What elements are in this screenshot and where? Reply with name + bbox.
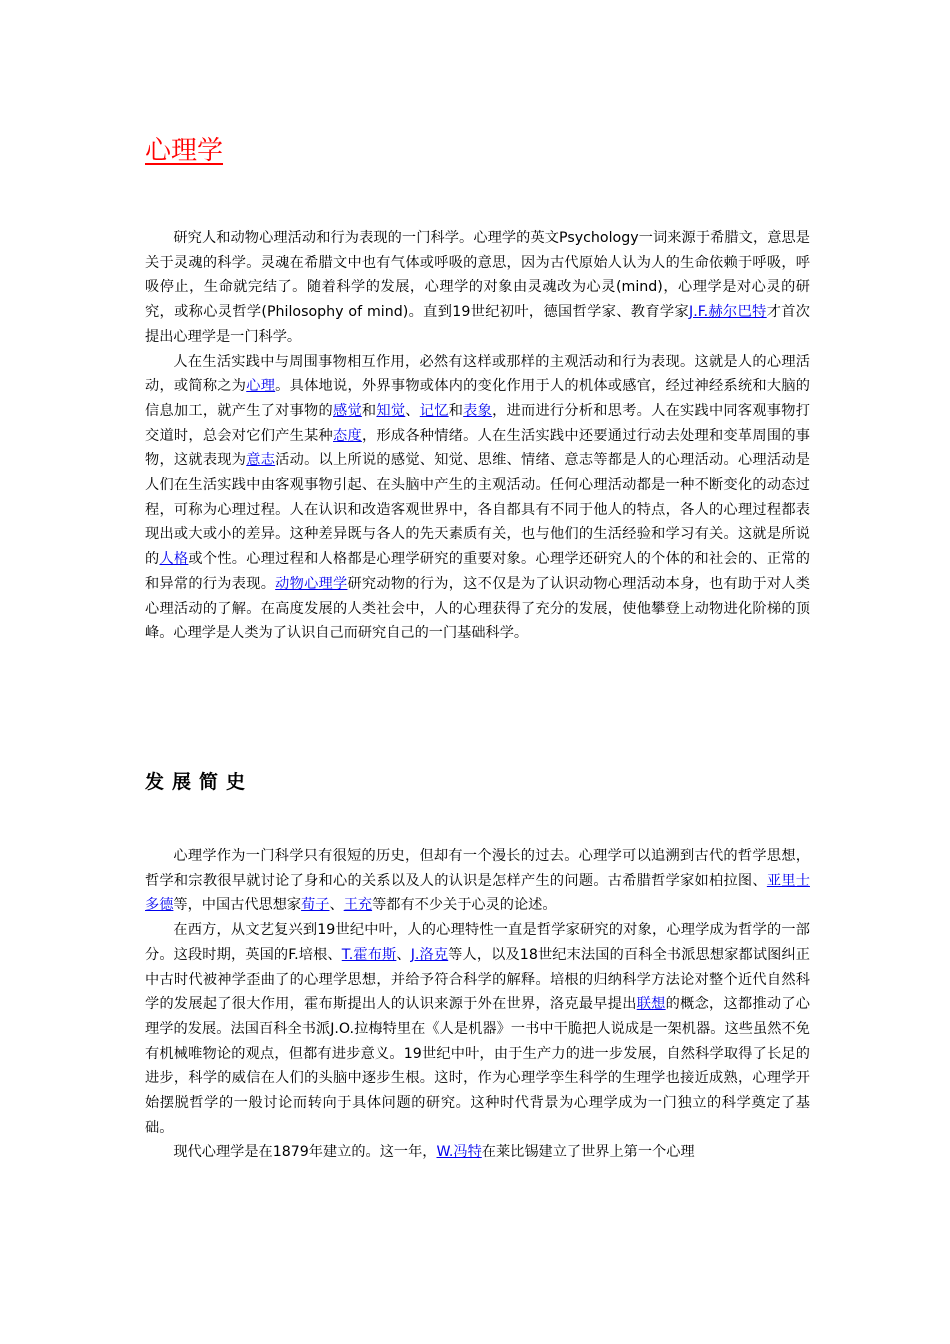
- body-text: 人在生活实践中与周围事物相互作用，必然有这样或那样的主观活动和行为表现。这就是人的心理活动，或简称之为: [145, 353, 810, 395]
- body-text: 研究人和动物心理活动和行为表现的一门科学。心理学的英文Psychology一词来源于希腊文，意思是关于灵魂的科学。灵魂在希腊文中也有气体或呼吸的意思，因为古代原始人认为人的生命依赖于呼吸，呼吸停止，生命就完结了。随着科学的发展，心理学的对象由灵魂改为心灵(mind)，心理学是对心灵的研究，或称心灵哲学(Philosophy of mind)。直到19世纪初叶，德国哲学家、教育学家: [145, 230, 810, 321]
- link-ganjue[interactable]: 感觉: [332, 402, 362, 419]
- body-text: 在莱比锡建立了世界上第一个心理: [481, 1144, 695, 1161]
- intro-paragraph-1: [145, 226, 810, 350]
- body-text: 心理学作为一门科学只有很短的历史，但却有一个漫长的过去。心理学可以追溯到古代的哲学思想，哲学和宗教很早就讨论了身和心的关系以及人的认识是怎样产生的问题。古希腊哲学家如柏拉图、: [145, 848, 810, 889]
- section-heading-history: 发展简史: [145, 771, 254, 793]
- history-paragraph-1: [145, 844, 810, 918]
- body-text: 才首次提出心理学是一门科学。: [145, 304, 810, 345]
- history-section: [145, 844, 810, 1165]
- body-text: 等，中国古代思想家: [173, 897, 302, 914]
- body-text: ，形成各种情绪。人在生活实践中还要通过行动去处理和变革周围的事物，这就表现为: [145, 427, 810, 469]
- body-text: 和: [448, 402, 464, 419]
- history-paragraph-2: [145, 918, 810, 1140]
- link-renge[interactable]: 人格: [159, 551, 189, 568]
- intro-section: [145, 226, 810, 646]
- body-text: 、: [396, 946, 411, 963]
- link-locke[interactable]: J.洛克: [410, 946, 449, 963]
- body-text: 。具体地说，外界事物或体内的变化作用于人的机体或感官，经过神经系统和大脑的信息加工，就产生了对事物的: [145, 378, 810, 419]
- link-wundt[interactable]: W.冯特: [436, 1144, 482, 1161]
- body-text: 等都有不少关于心灵的论述。: [372, 897, 557, 914]
- body-text: ，进而进行分析和思考。人在实践中同客观事物打交道时，总会对它们产生某种: [145, 402, 810, 444]
- link-lianxiang[interactable]: 联想: [636, 996, 666, 1013]
- link-herbart[interactable]: J.F.赫尔巴特: [689, 304, 767, 321]
- body-text: 等人，以及18世纪末法国的百科全书派思想家都试图纠正中古时代被神学歪曲了的心理学思想，并给予符合科学的解释。培根的归纳科学方法论对整个近代自然科学的发展起了很大作用，霍布斯提出人的认识来源于外在世界，洛克最早提出: [145, 946, 810, 1013]
- body-text: 、: [329, 897, 344, 914]
- link-zhijue[interactable]: 知觉: [376, 402, 406, 419]
- link-yizhi[interactable]: 意志: [246, 452, 276, 469]
- page-title-link[interactable]: 心理学: [145, 136, 224, 166]
- body-text: 研究动物的行为，这不仅是为了认识动物心理活动本身，也有助于对人类心理活动的了解。在高度发展的人类社会中，人的心理获得了充分的发展，使他攀登上动物进化阶梯的顶峰。心理学是人类为了认识自己而研究自己的一门基础科学。: [145, 575, 810, 642]
- link-hobbes[interactable]: T.霍布斯: [341, 946, 397, 963]
- body-text: 的概念，这都推动了心理学的发展。法国百科全书派J.O.拉梅特里在《人是机器》一书中干脆把人说成是一架机器。这些虽然不免有机械唯物论的观点，但都有进步意义。19世纪中叶，由于生产力的进一步发展，自然科学取得了长足的进步，科学的威信在人们的头脑中逐步生根。这时，作为心理学孪生科学的生理学也接近成熟，心理学开始摆脱哲学的一般讨论而转向于具体问题的研究。这种时代背景为心理学成为一门独立的科学奠定了基础。: [145, 996, 810, 1136]
- body-text: 、: [405, 402, 420, 419]
- link-jiyi[interactable]: 记忆: [419, 402, 449, 419]
- body-text: 或个性。心理过程和人格都是心理学研究的重要对象。心理学还研究人的个体的和社会的、正常的和异常的行为表现。: [145, 551, 810, 592]
- body-text: 现代心理学是在1879年建立的。这一年，: [173, 1144, 437, 1161]
- link-biaoxiang[interactable]: 表象: [463, 402, 493, 419]
- link-xinli[interactable]: 心理: [246, 378, 276, 395]
- link-aristotle[interactable]: 亚里士多德: [145, 872, 810, 914]
- intro-paragraph-2: [145, 350, 810, 646]
- body-text: 在西方，从文艺复兴到19世纪中叶，人的心理特性一直是哲学家研究的对象，心理学成为哲学的一部分。这段时期，英国的F.培根、: [145, 922, 810, 963]
- link-taidu[interactable]: 态度: [333, 427, 362, 444]
- link-dongwu-xinlixue[interactable]: 动物心理学: [275, 575, 348, 592]
- body-text: 活动。以上所说的感觉、知觉、思维、情绪、意志等都是人的心理活动。心理活动是人们在生活实践中由客观事物引起、在头脑中产生的主观活动。任何心理活动都是一种不断变化的动态过程，可称为心理过程。人在认识和改造客观世界中，各自都具有不同于他人的特点，各人的心理过程都表现出或大或小的差异。这种差异既与各人的先天素质有关，也与他们的生活经验和学习有关。这就是所说的: [145, 452, 810, 568]
- history-paragraph-3: [145, 1140, 810, 1165]
- body-text: 和: [361, 402, 377, 419]
- link-xunzi[interactable]: 荀子: [301, 897, 330, 914]
- link-wangchong[interactable]: 王充: [343, 897, 373, 914]
